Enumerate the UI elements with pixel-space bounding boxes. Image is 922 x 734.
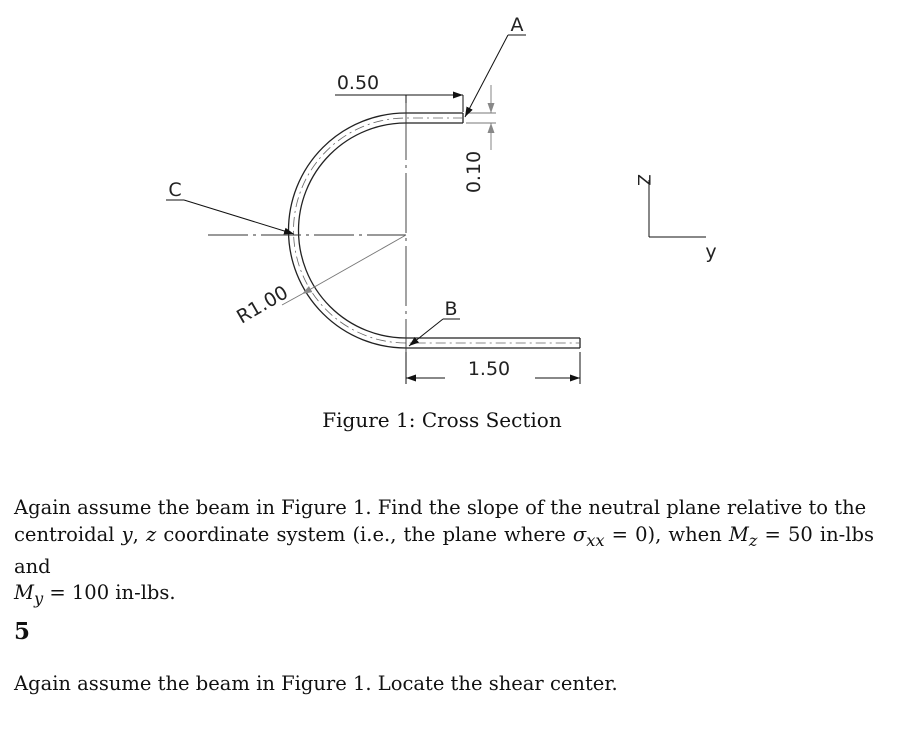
section-text: Again assume the beam in Figure 1. Locate the shear center. xyxy=(14,672,618,695)
bottom-width-label: 1.50 xyxy=(467,358,511,380)
var-M: M xyxy=(728,522,749,546)
midline xyxy=(294,118,581,343)
thickness-label: 0.10 xyxy=(463,150,485,194)
figure-caption: Figure 1: Cross Section xyxy=(322,408,562,432)
problem-text: = 0), when xyxy=(604,522,729,546)
point-b-leader xyxy=(409,319,460,346)
var-M: M xyxy=(14,581,34,605)
point-b-label: B xyxy=(444,298,458,320)
radius-label: R1.00 xyxy=(232,281,293,329)
problem-text: = 100 in-lbs. xyxy=(43,581,176,605)
sub-z: z xyxy=(748,530,758,550)
problem-text: coordinate system (i.e., the plane where xyxy=(156,522,573,546)
var-y: y xyxy=(121,522,133,546)
problem-text: = 50 in-lbs and xyxy=(14,522,874,578)
problem-line-1: Again assume the beam in Figure 1. Find the slope of the neutral plane relative to the xyxy=(14,496,867,519)
problem-paragraph xyxy=(14,495,874,613)
var-z: z xyxy=(145,522,157,546)
center-lines xyxy=(208,100,406,378)
section-number: 5 xyxy=(14,618,31,645)
sub-xx: xx xyxy=(586,530,605,550)
point-c-label: C xyxy=(168,179,182,201)
axis-y-label: y xyxy=(705,241,717,263)
thickness-dimension xyxy=(466,85,496,150)
section-outline xyxy=(288,113,580,348)
problem-text: centroidal xyxy=(14,522,122,546)
problem-text: , xyxy=(132,522,146,546)
axis-z-label: Z xyxy=(633,174,653,186)
point-a-leader xyxy=(465,35,526,117)
top-width-dimension xyxy=(335,95,463,112)
point-c-leader xyxy=(166,200,294,234)
axes-indicator xyxy=(649,180,706,237)
point-a-label: A xyxy=(510,14,524,36)
var-sigma: σ xyxy=(572,522,587,546)
top-width-label: 0.50 xyxy=(336,72,380,94)
radius-dimension xyxy=(233,235,406,328)
sub-y: y xyxy=(33,589,44,609)
